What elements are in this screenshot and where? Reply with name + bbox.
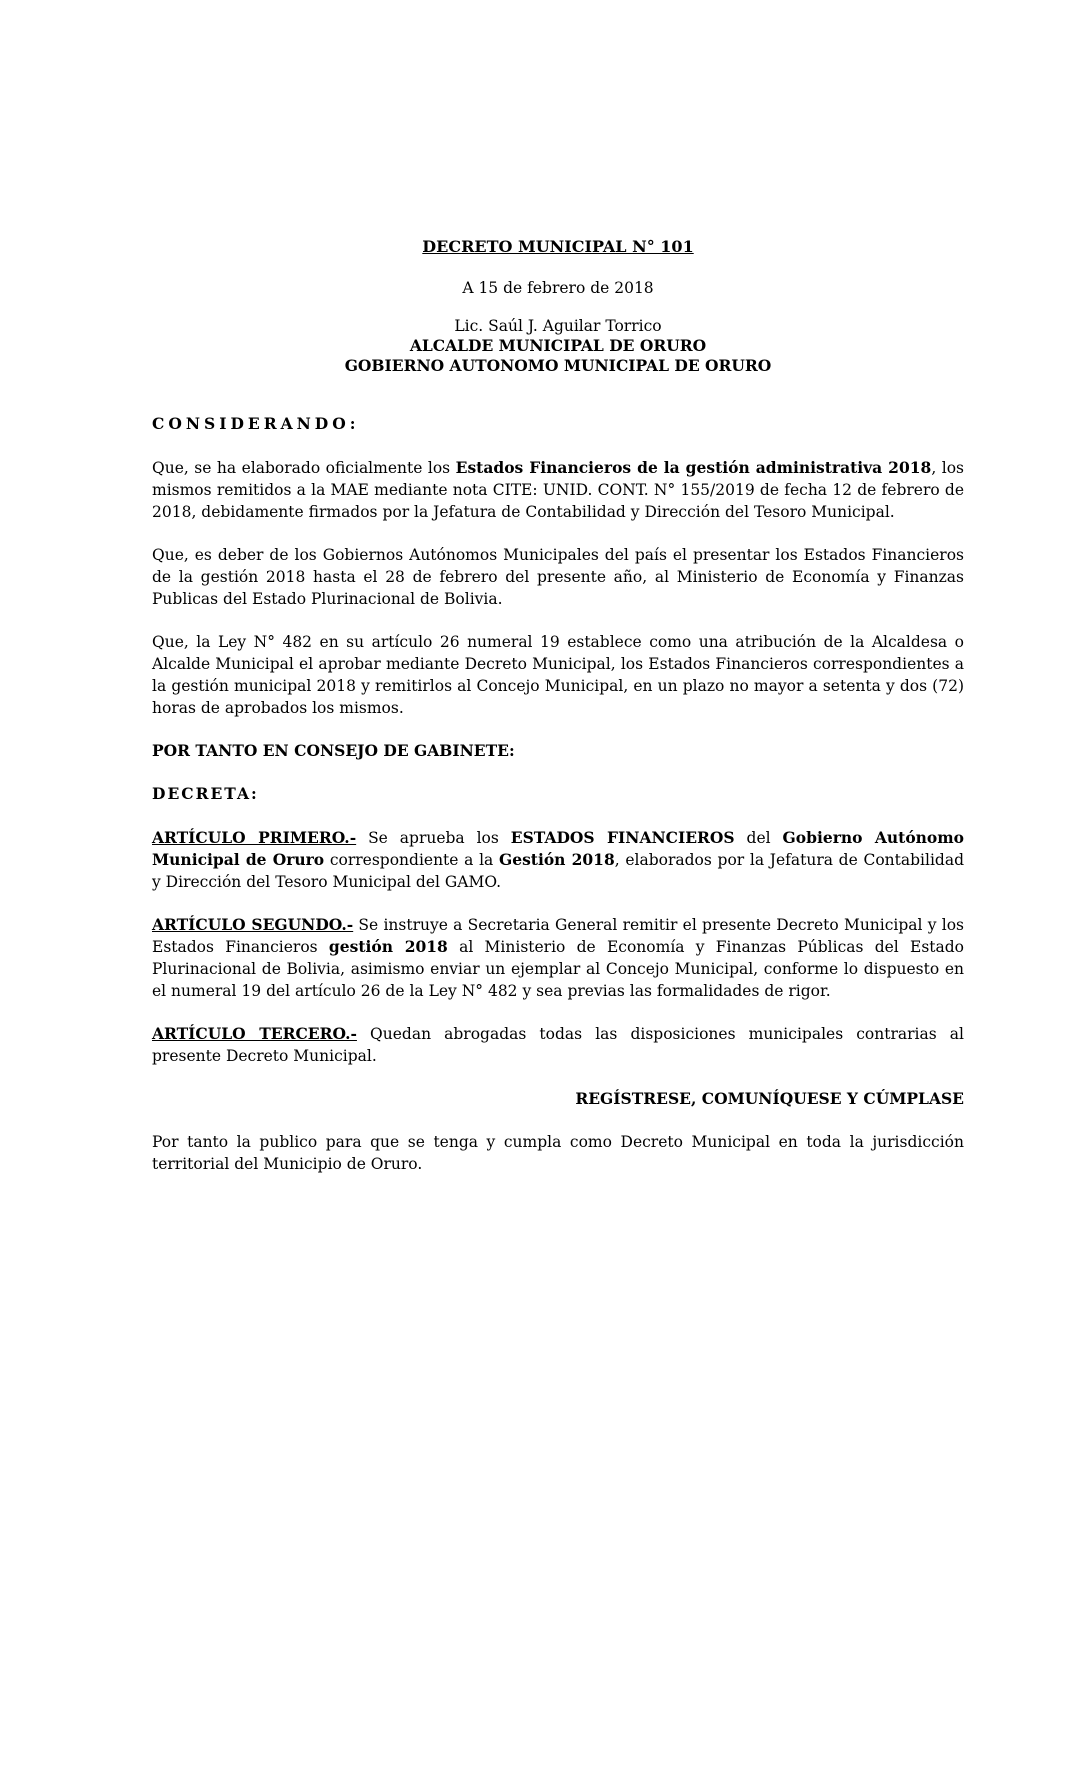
bold-span: Estados Financieros de la gestión administrativa 2018 bbox=[455, 458, 932, 477]
text-span: al Ministerio de Economía y Finanzas Públicas del Estado Plurinacional de Bolivia, asimismo enviar un ejemplar al Concejo Municipal, conforme lo dispuesto en el numeral 19 del artículo 26 de la Ley N° 482 y sea previas las formalidades de rigor. bbox=[152, 938, 964, 1000]
article-primero bbox=[152, 827, 964, 893]
bold-span: Gestión 2018 bbox=[498, 850, 615, 869]
document-body bbox=[152, 236, 964, 1196]
bold-span: gestión 2018 bbox=[328, 937, 448, 956]
text-span: , los mismos remitidos a la MAE mediante nota CITE: UNID. CONT. N° 155/2019 de fecha 12 de febrero de 2018, debidamente firmados por la Jefatura de Contabilidad y Dirección del Tesoro Municipal. bbox=[152, 459, 964, 521]
article-tercero bbox=[152, 1023, 964, 1067]
considerando-heading: CONSIDERANDO: bbox=[152, 414, 360, 433]
decree-date: A 15 de febrero de 2018 bbox=[462, 279, 654, 297]
signatory-role: ALCALDE MUNICIPAL DE ORURO bbox=[409, 336, 707, 355]
por-tanto-heading: POR TANTO EN CONSEJO DE GABINETE: bbox=[152, 741, 515, 760]
considerando-paragraph-2: Que, es deber de los Gobiernos Autónomos Municipales del país el presentar los Estados Financieros de la gestión 2018 hasta el 28 de febrero del presente año, al Ministerio de Economía y Finanzas Publicas del Estado Plurinacional de Bolivia. bbox=[152, 546, 964, 608]
decreta-heading: DECRETA: bbox=[152, 784, 259, 803]
article-primero-label: ARTÍCULO PRIMERO.- bbox=[152, 828, 357, 847]
considerando-paragraph-1 bbox=[152, 457, 964, 523]
article-tercero-label: ARTÍCULO TERCERO.- bbox=[152, 1024, 357, 1043]
text-span: Quedan abrogadas todas las disposiciones municipales contrarias al presente Decreto Municipal. bbox=[152, 1025, 964, 1065]
bold-span: ESTADOS FINANCIEROS bbox=[510, 828, 735, 847]
text-span: Se instruye a Secretaria General remitir el presente Decreto Municipal y los Estados Financieros bbox=[152, 916, 964, 956]
text-span: , elaborados por la Jefatura de Contabilidad y Dirección del Tesoro Municipal del GAMO. bbox=[152, 851, 964, 891]
considerando-paragraph-3: Que, la Ley N° 482 en su artículo 26 numeral 19 establece como una atribución de la Alcaldesa o Alcalde Municipal el aprobar mediante Decreto Municipal, los Estados Financieros correspondientes a la gestión municipal 2018 y remitirlos al Concejo Municipal, en un plazo no mayor a setenta y dos (72) horas de aprobados los mismos. bbox=[152, 633, 964, 717]
closing-formula: REGÍSTRESE, COMUNÍQUESE Y CÚMPLASE bbox=[575, 1089, 964, 1108]
article-segundo-label: ARTÍCULO SEGUNDO.- bbox=[152, 915, 354, 934]
signatory-block bbox=[152, 316, 964, 376]
text-span: Se aprueba los bbox=[356, 829, 511, 847]
article-segundo bbox=[152, 914, 964, 1002]
final-paragraph: Por tanto la publico para que se tenga y cumpla como Decreto Municipal en toda la jurisdicción territorial del Municipio de Oruro. bbox=[152, 1133, 964, 1173]
bold-span: Gobierno Autónomo Municipal de Oruro bbox=[152, 828, 965, 869]
institution-name: GOBIERNO AUTONOMO MUNICIPAL DE ORURO bbox=[344, 356, 772, 375]
signatory-name: Lic. Saúl J. Aguilar Torrico bbox=[454, 317, 662, 335]
text-span: Que, se ha elaborado oficialmente los bbox=[152, 459, 456, 477]
text-span: correspondiente a la bbox=[324, 851, 499, 869]
text-span: del bbox=[734, 829, 783, 847]
decree-title: DECRETO MUNICIPAL N° 101 bbox=[422, 237, 694, 256]
